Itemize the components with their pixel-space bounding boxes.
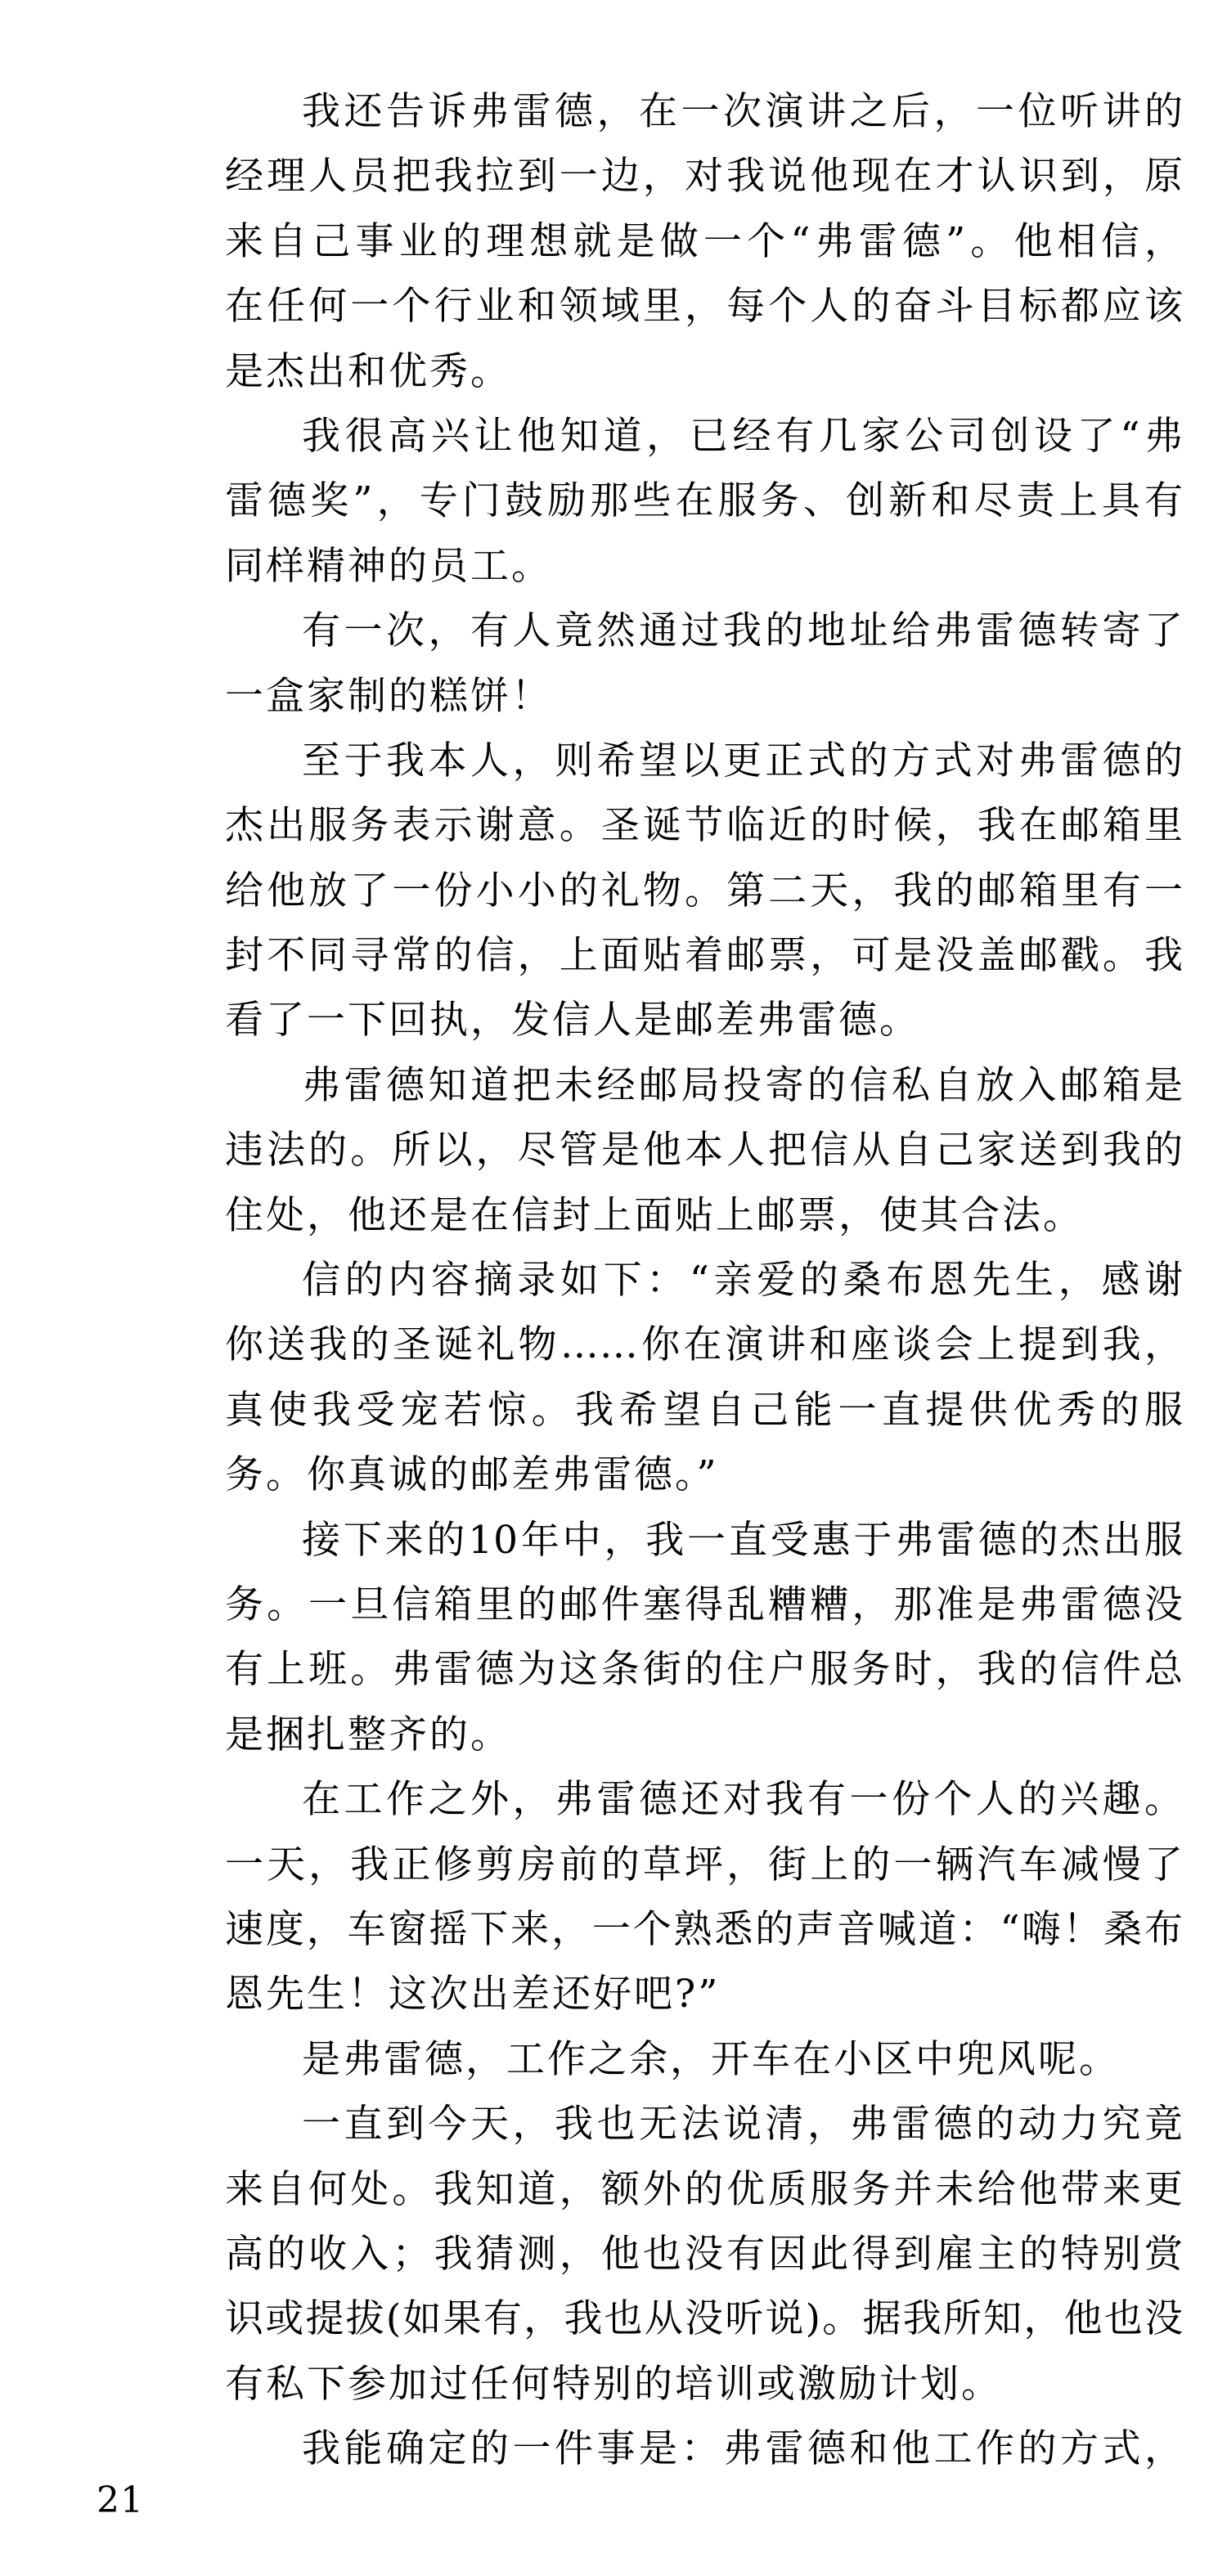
paragraph (225, 1248, 1184, 1508)
text-line: 我还告诉弗雷德，在一次演讲之后，一位听讲的 (302, 89, 1184, 134)
text-line: 高的收入；我猜测，他也没有因此得到雇主的特别赏 (225, 2231, 1184, 2277)
text-line: 恩先生！这次出差还好吧?” (225, 1972, 721, 2017)
text-line: 我能确定的一件事是：弗雷德和他工作的方式， (302, 2426, 1184, 2472)
page-text (225, 79, 1184, 2481)
text-line: 信的内容摘录如下：“亲爱的桑布恩先生，感谢 (302, 1258, 1184, 1304)
text-line: 给他放了一份小小的礼物。第二天，我的邮箱里有一 (225, 868, 1184, 913)
text-line: 识或提拔(如果有，我也从没听说)。据我所知，他也没 (225, 2296, 1184, 2342)
text-line: 在工作之外，弗雷德还对我有一份个人的兴趣。 (302, 1777, 1184, 1823)
text-line: 一天，我正修剪房前的草坪，街上的一辆汽车减慢了 (225, 1842, 1184, 1887)
paragraph (225, 404, 1184, 599)
paragraph (225, 2417, 1184, 2481)
paragraph (225, 1767, 1184, 2027)
text-line: 是杰出和优秀。 (225, 348, 511, 394)
page-number: 21 (97, 2480, 144, 2521)
paragraph (225, 729, 1184, 1053)
text-line: 在任何一个行业和领域里，每个人的奋斗目标都应该 (225, 284, 1184, 330)
text-line: 封不同寻常的信，上面贴着邮票，可是没盖邮戳。我 (225, 933, 1184, 979)
text-line: 一直到今天，我也无法说清，弗雷德的动力究竟 (302, 2102, 1184, 2147)
text-line: 我很高兴让他知道，已经有几家公司创设了“弗 (302, 413, 1184, 459)
text-line: 同样精神的员工。 (225, 543, 552, 589)
text-line: 务。你真诚的邮差弗雷德。” (225, 1452, 719, 1498)
text-line: 看了一下回执，发信人是邮差弗雷德。 (225, 998, 920, 1043)
text-line: 雷德奖”，专门鼓励那些在服务、创新和尽责上具有 (225, 478, 1184, 524)
text-line: 速度，车窗摇下来，一个熟悉的声音喊道：“嗨！桑布 (225, 1906, 1184, 1952)
paragraph (225, 1508, 1184, 1768)
text-line: 违法的。所以，尽管是他本人把信从自己家送到我的 (225, 1128, 1184, 1174)
text-line: 是弗雷德，工作之余，开车在小区中兜风呢。 (302, 2036, 1120, 2082)
text-line: 一盒家制的糕饼！ (225, 673, 552, 719)
text-line: 是捆扎整齐的。 (225, 1712, 511, 1757)
paragraph (225, 2027, 1184, 2092)
text-line: 来自何处。我知道，额外的优质服务并未给他带来更 (225, 2166, 1184, 2212)
text-line: 弗雷德知道把未经邮局投寄的信私自放入邮箱是 (302, 1062, 1184, 1108)
paragraph (225, 79, 1184, 404)
text-line: 真使我受宠若惊。我希望自己能一直提供优秀的服 (225, 1387, 1184, 1433)
text-line: 接下来的10年中，我一直受惠于弗雷德的杰出服 (302, 1517, 1184, 1563)
paragraph (225, 2092, 1184, 2417)
paragraph (225, 599, 1184, 729)
paragraph (225, 1053, 1184, 1248)
text-line: 有一次，有人竟然通过我的地址给弗雷德转寄了 (302, 608, 1184, 654)
text-line: 有私下参加过任何特别的培训或激励计划。 (225, 2361, 1002, 2407)
text-line: 住处，他还是在信封上面贴上邮票，使其合法。 (225, 1192, 1084, 1238)
text-line: 来自己事业的理想就是做一个“弗雷德”。他相信， (225, 218, 1184, 264)
text-line: 经理人员把我拉到一边，对我说他现在才认识到，原 (225, 154, 1184, 200)
text-line: 至于我本人，则希望以更正式的方式对弗雷德的 (302, 738, 1184, 783)
text-line: 杰出服务表示谢意。圣诞节临近的时候，我在邮箱里 (225, 803, 1184, 849)
text-line: 你送我的圣诞礼物……你在演讲和座谈会上提到我， (225, 1322, 1184, 1368)
text-line: 务。一旦信箱里的邮件塞得乱糟糟，那准是弗雷德没 (225, 1582, 1184, 1627)
text-line: 有上班。弗雷德为这条街的住户服务时，我的信件总 (225, 1647, 1184, 1693)
